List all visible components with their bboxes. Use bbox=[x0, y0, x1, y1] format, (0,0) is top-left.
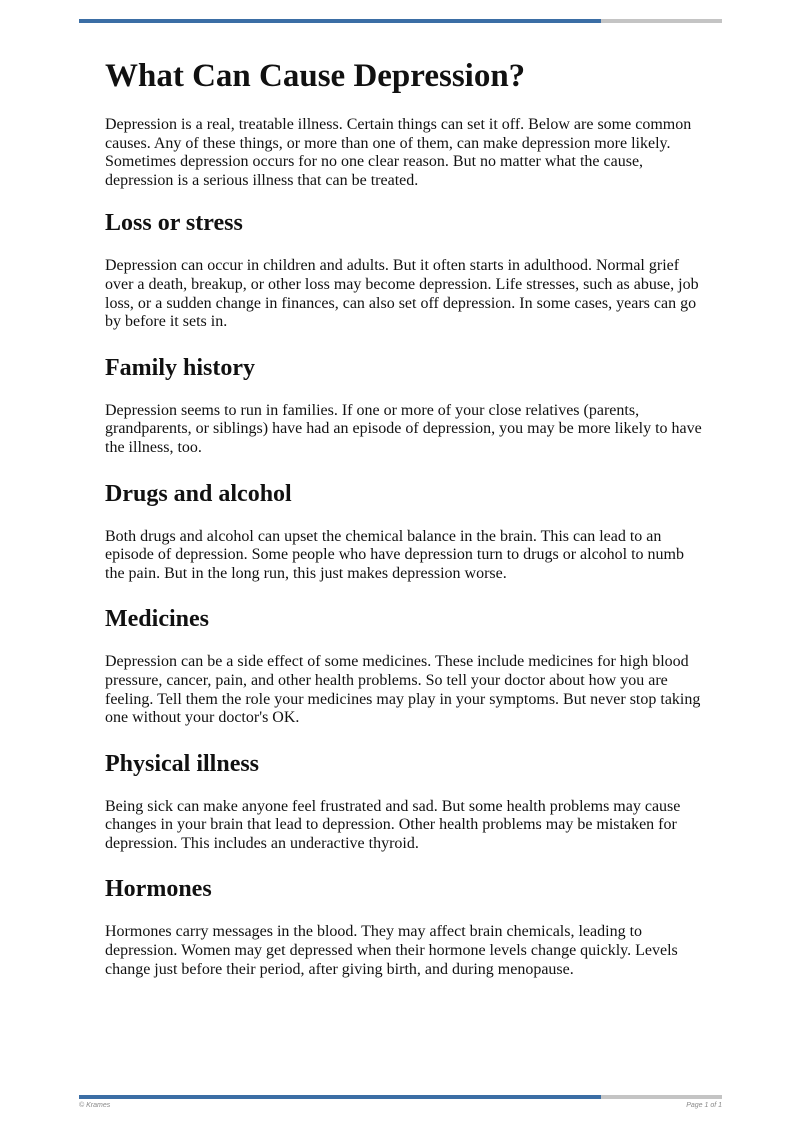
section-heading: Loss or stress bbox=[105, 210, 243, 237]
section-paragraph: Being sick can make anyone feel frustrated and sad. But some health problems may cause changes in your brain that lead to depression. Other health problems may be mistaken for depression. This includes an underactive thyroid. bbox=[105, 797, 681, 852]
bottom-accent-bar-blue bbox=[79, 1095, 601, 1099]
bottom-accent-bar-gray bbox=[601, 1095, 722, 1099]
section-paragraph: Hormones carry messages in the blood. They may affect brain chemicals, leading to depression. Women may get depressed when their hormone levels change quickly. Levels change just before their period, after giving birth, and during menopause. bbox=[105, 923, 678, 978]
section-heading: Family history bbox=[105, 354, 255, 381]
section-drugs-and-alcohol bbox=[105, 479, 705, 584]
page-title: What Can Cause Depression? bbox=[105, 58, 526, 94]
document-body bbox=[105, 54, 705, 1000]
section-family-history bbox=[105, 353, 705, 458]
section-heading: Medicines bbox=[105, 606, 209, 633]
section-paragraph: Depression can occur in children and adults. But it often starts in adulthood. Normal grief over a death, breakup, or other loss may become depression. Life stresses, such as abuse, job loss, or a sudden change in finances, can also set off depression. In some cases, years can go by before it sets in. bbox=[105, 257, 699, 331]
top-accent-bar bbox=[79, 19, 722, 23]
section-heading: Physical illness bbox=[105, 750, 260, 777]
section-heading: Hormones bbox=[105, 876, 212, 903]
section-physical-illness bbox=[105, 749, 705, 854]
footer-page-number: Page 1 of 1 bbox=[686, 1102, 722, 1109]
section-paragraph: Depression seems to run in families. If one or more of your close relatives (parents, grandparents, or siblings) have had an episode of depression, you may be more likely to have the illness, too. bbox=[105, 401, 702, 456]
section-heading: Drugs and alcohol bbox=[105, 480, 292, 507]
section-paragraph: Depression can be a side effect of some medicines. These include medicines for high blood pressure, cancer, pain, and other health problems. So tell your doctor about how you are feeling. Tell them the role your medicines may play in your symptoms. But never stop taking one without your doctor's OK. bbox=[105, 653, 701, 727]
bottom-accent-bar bbox=[79, 1095, 722, 1099]
section-medicines bbox=[105, 604, 705, 727]
footer-copyright: © Krames bbox=[79, 1102, 111, 1109]
intro-paragraph: Depression is a real, treatable illness. Certain things can set it off. Below are some common causes. Any of these things, or more than one of them, can make depression more likely. Sometimes depression occurs for no one clear reason. But no matter what the cause, depression is a serious illness that can be treated. bbox=[105, 116, 692, 189]
section-paragraph: Both drugs and alcohol can upset the chemical balance in the brain. This can lead to an episode of depression. Some people who have depression turn to drugs or alcohol to numb the pain. But in the long run, this just makes depression worse. bbox=[105, 527, 684, 582]
top-accent-bar-blue bbox=[79, 19, 601, 23]
section-loss-or-stress bbox=[105, 208, 705, 331]
section-hormones bbox=[105, 874, 705, 979]
top-accent-bar-gray bbox=[601, 19, 722, 23]
